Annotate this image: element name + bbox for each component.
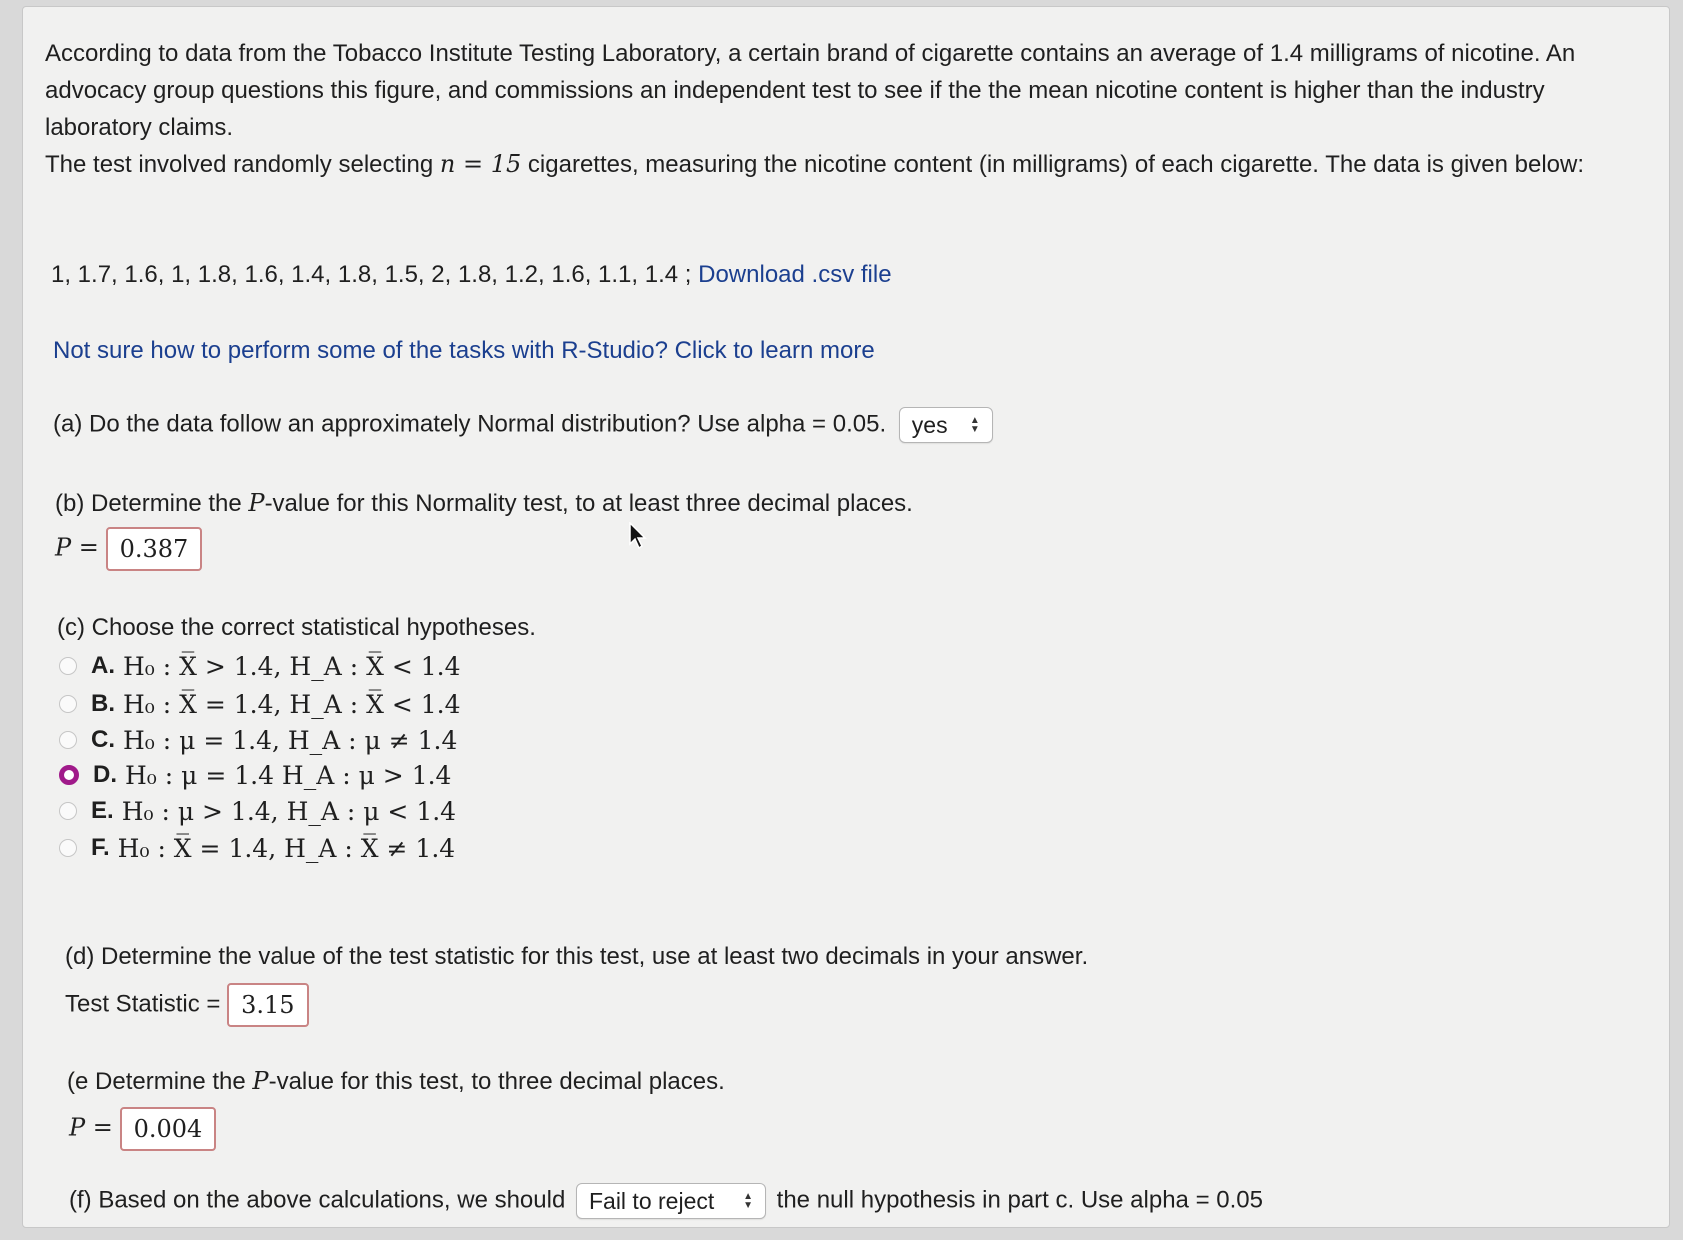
question-e-text-start: (e Determine the <box>67 1068 253 1095</box>
question-d-text: (d) Determine the value of the test statistic for this test, use at least two decimals in your answer. <box>65 943 1089 970</box>
intro-sample-text: The test involved randomly selecting <box>45 151 440 178</box>
question-f-text-end: the null hypothesis in part c. Use alpha = 0.05 <box>776 1186 1263 1214</box>
hypothesis-option-d[interactable] <box>59 758 451 792</box>
hypothesis-option-b[interactable] <box>59 687 461 721</box>
normality-p-label: P = <box>55 533 99 562</box>
option-letter: A. <box>91 652 115 679</box>
question-b-text-end: -value for this Normality test, to at least three decimal places. <box>264 490 913 517</box>
question-f <box>69 1183 1263 1219</box>
option-letter: E. <box>91 797 114 824</box>
option-expression: H₀ : X̅ > 1.4, H_A : X̅ < 1.4 <box>123 651 461 681</box>
normality-p-value-input[interactable]: 0.387 <box>106 527 203 571</box>
test-statistic-label: Test Statistic = <box>65 990 221 1018</box>
question-e-text <box>67 1067 725 1096</box>
test-p-value-input[interactable]: 0.004 <box>120 1107 217 1151</box>
download-csv-link[interactable]: Download .csv file <box>698 261 892 288</box>
question-f-text-start: (f) Based on the above calculations, we should <box>69 1186 566 1214</box>
option-letter: F. <box>91 834 110 861</box>
mouse-cursor-icon <box>628 522 648 550</box>
hypothesis-option-a[interactable] <box>59 649 461 683</box>
radio-icon[interactable] <box>59 839 77 857</box>
question-card <box>22 6 1670 1228</box>
intro-sample-text-end: cigarettes, measuring the nicotine content (in milligrams) of each cigarette. The data is given below: <box>521 151 1585 178</box>
p-symbol: P <box>252 1067 269 1095</box>
radio-icon[interactable] <box>59 695 77 713</box>
radio-selected-icon[interactable] <box>59 765 79 785</box>
radio-icon[interactable] <box>59 731 77 749</box>
intro-sample-paragraph <box>45 146 1645 183</box>
option-expression: H₀ : μ = 1.4 H_A : μ > 1.4 <box>125 760 452 790</box>
data-values-line <box>51 261 892 289</box>
question-b-text-start: (b) Determine the <box>55 490 249 517</box>
option-letter: D. <box>93 761 117 788</box>
option-letter: C. <box>91 726 115 753</box>
option-letter: B. <box>91 690 115 717</box>
normality-select[interactable] <box>899 407 993 443</box>
select-arrows-icon: ▲ ▼ <box>743 1191 753 1211</box>
question-b-answer-row <box>55 527 202 571</box>
radio-icon[interactable] <box>59 802 77 820</box>
rstudio-help-link[interactable]: Not sure how to perform some of the tasks with R-Studio? Click to learn more <box>53 337 875 364</box>
option-expression: H₀ : μ = 1.4, H_A : μ ≠ 1.4 <box>123 725 458 755</box>
radio-icon[interactable] <box>59 657 77 675</box>
data-values: 1, 1.7, 1.6, 1, 1.8, 1.6, 1.4, 1.8, 1.5, 2, 1.8, 1.2, 1.6, 1.1, 1.4 ; <box>51 261 692 288</box>
test-statistic-input[interactable]: 3.15 <box>227 983 308 1027</box>
question-c-text: (c) Choose the correct statistical hypotheses. <box>57 614 536 641</box>
question-a <box>53 407 993 443</box>
decision-select[interactable] <box>576 1183 766 1219</box>
hypothesis-option-f[interactable] <box>59 831 455 865</box>
hypothesis-option-e[interactable] <box>59 794 456 828</box>
question-b-text <box>55 489 913 518</box>
test-p-label: P = <box>69 1113 113 1142</box>
p-symbol: P <box>248 489 265 517</box>
sample-size: n = 15 <box>439 150 522 178</box>
intro-paragraph: According to data from the Tobacco Institute Testing Laboratory, a certain brand of cigarette contains an average of 1.4 milligrams of nicotine. An advocacy group questions this figure, and commissions an independent test to see if the the mean nicotine content is higher than the industry laboratory claims. <box>45 40 1576 141</box>
question-d-answer-row <box>65 983 309 1027</box>
select-arrows-icon: ▲ ▼ <box>969 415 980 435</box>
option-expression: H₀ : X̅ = 1.4, H_A : X̅ ≠ 1.4 <box>117 833 456 863</box>
decision-select-value: Fail to reject <box>588 1187 715 1214</box>
option-expression: H₀ : X̅ = 1.4, H_A : X̅ < 1.4 <box>123 689 461 719</box>
normality-select-value: yes <box>911 411 948 438</box>
question-a-text: (a) Do the data follow an approximately Normal distribution? Use alpha = 0.05. <box>53 410 887 438</box>
question-e-answer-row <box>69 1107 216 1151</box>
hypothesis-option-c[interactable] <box>59 723 457 757</box>
option-expression: H₀ : μ > 1.4, H_A : μ < 1.4 <box>121 796 457 826</box>
problem-intro <box>45 35 1645 183</box>
question-e-text-end: -value for this test, to three decimal places. <box>268 1068 725 1095</box>
